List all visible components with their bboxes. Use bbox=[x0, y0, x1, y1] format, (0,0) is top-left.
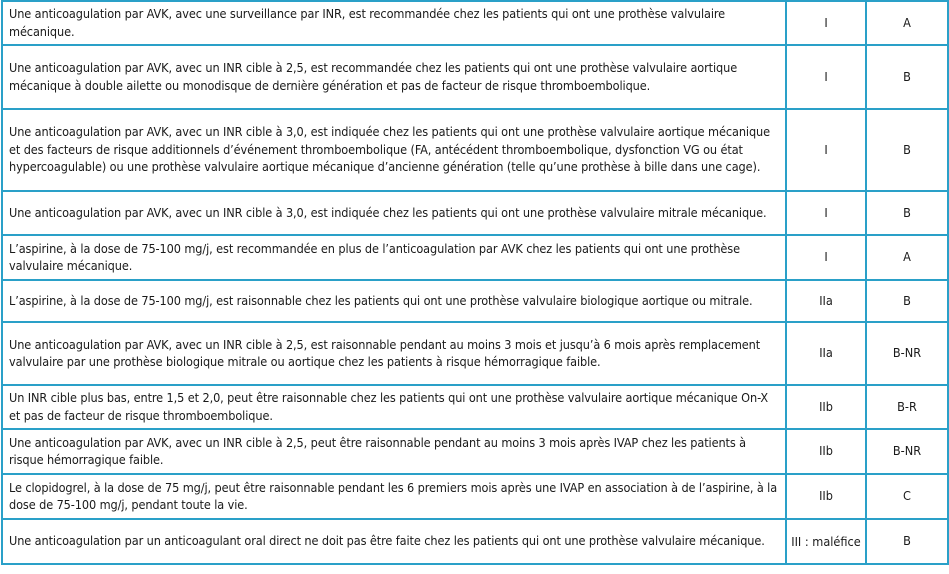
recommendation-text: Une anticoagulation par AVK, avec un INR cible à 3,0, est indiquée chez les patients qui ont une prothèse valvulaire aortique mécanique et des facteurs de risque additionnels d’événement thromboembolique (FA, antécédent thromboembolique, dysfonction VG ou état hypercoagulable) ou une prothèse valvulaire aortique mécanique d’ancienne génération (telle qu’une prothèse à bille dans une cage). bbox=[2, 109, 786, 191]
recommendation-class: I bbox=[786, 45, 866, 109]
table-row bbox=[2, 322, 948, 385]
recommendation-text: Une anticoagulation par AVK, avec une surveillance par INR, est recommandée chez les patients qui ont une prothèse valvulaire mécanique. bbox=[2, 1, 786, 45]
recommendation-text: Une anticoagulation par AVK, avec un INR cible à 2,5, est recommandée chez les patients qui ont une prothèse valvulaire aortique mécanique à double ailette ou monodisque de dernière génération et pas de facteur de risque thromboembolique. bbox=[2, 45, 786, 109]
recommendation-text: Le clopidogrel, à la dose de 75 mg/j, peut être raisonnable pendant les 6 premiers mois après une IVAP en association à de l’aspirine, à la dose de 75-100 mg/j, pendant toute la vie. bbox=[2, 474, 786, 519]
evidence-level: B-NR bbox=[866, 429, 948, 474]
recommendation-class: IIb bbox=[786, 474, 866, 519]
evidence-level: A bbox=[866, 235, 948, 280]
table-row bbox=[2, 519, 948, 564]
recommendation-class: I bbox=[786, 1, 866, 45]
table-row bbox=[2, 235, 948, 280]
evidence-level: B bbox=[866, 191, 948, 235]
recommendation-text: Une anticoagulation par AVK, avec un INR cible à 2,5, peut être raisonnable pendant au moins 3 mois après IVAP chez les patients à risque hémorragique faible. bbox=[2, 429, 786, 474]
evidence-level: B bbox=[866, 519, 948, 564]
table-row bbox=[2, 474, 948, 519]
recommendation-class: IIa bbox=[786, 280, 866, 322]
recommendation-text: Un INR cible plus bas, entre 1,5 et 2,0, peut être raisonnable chez les patients qui ont une prothèse valvulaire aortique mécanique On-X et pas de facteur de risque thromboembolique. bbox=[2, 385, 786, 429]
recommendation-text: L’aspirine, à la dose de 75-100 mg/j, est recommandée en plus de l’anticoagulation par AVK chez les patients qui ont une prothèse valvulaire mécanique. bbox=[2, 235, 786, 280]
table-row bbox=[2, 385, 948, 429]
evidence-level: B-R bbox=[866, 385, 948, 429]
recommendation-class: I bbox=[786, 235, 866, 280]
recommendation-class: I bbox=[786, 109, 866, 191]
evidence-level: B bbox=[866, 109, 948, 191]
evidence-level: A bbox=[866, 1, 948, 45]
recommendation-class: III : maléfice bbox=[786, 519, 866, 564]
table-row bbox=[2, 45, 948, 109]
recommendation-text: Une anticoagulation par AVK, avec un INR cible à 2,5, est raisonnable pendant au moins 3 mois et jusqu’à 6 mois après remplacement valvulaire par une prothèse biologique mitrale ou aortique chez les patients à risque hémorragique faible. bbox=[2, 322, 786, 385]
recommendation-class: IIa bbox=[786, 322, 866, 385]
recommendation-text: Une anticoagulation par AVK, avec un INR cible à 3,0, est indiquée chez les patients qui ont une prothèse valvulaire mitrale mécanique. bbox=[2, 191, 786, 235]
table-row bbox=[2, 429, 948, 474]
table-row bbox=[2, 1, 948, 45]
recommendation-text: Une anticoagulation par un anticoagulant oral direct ne doit pas être faite chez les patients qui ont une prothèse valvulaire mécanique. bbox=[2, 519, 786, 564]
recommendation-class: IIb bbox=[786, 385, 866, 429]
table-row bbox=[2, 109, 948, 191]
recommendations-table bbox=[1, 0, 949, 565]
table-row bbox=[2, 191, 948, 235]
table-row bbox=[2, 280, 948, 322]
evidence-level: B bbox=[866, 280, 948, 322]
recommendation-class: IIb bbox=[786, 429, 866, 474]
evidence-level: B bbox=[866, 45, 948, 109]
evidence-level: B-NR bbox=[866, 322, 948, 385]
recommendations-table-body bbox=[2, 1, 948, 564]
evidence-level: C bbox=[866, 474, 948, 519]
recommendation-class: I bbox=[786, 191, 866, 235]
recommendation-text: L’aspirine, à la dose de 75-100 mg/j, est raisonnable chez les patients qui ont une prothèse valvulaire biologique aortique ou mitrale. bbox=[2, 280, 786, 322]
